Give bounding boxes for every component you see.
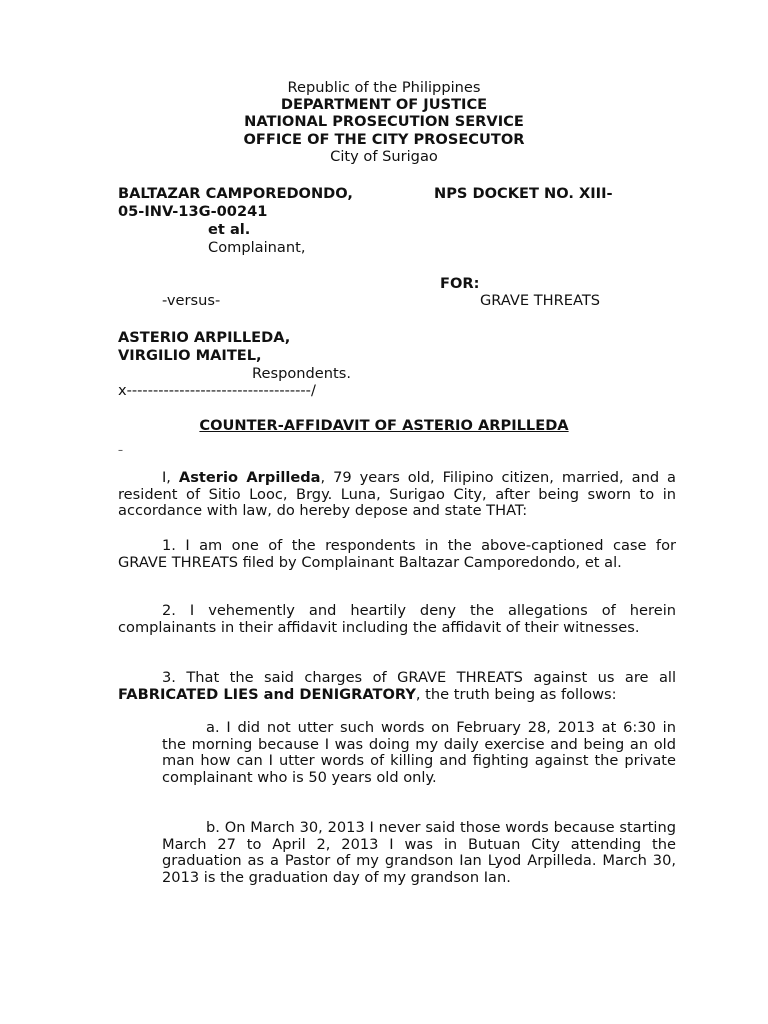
small-mark: – [118,445,123,456]
complainant-et-al: et al. [208,221,251,238]
header-service: NATIONAL PROSECUTION SERVICE [244,113,524,131]
intro-paragraph [118,470,676,520]
paragraph-3-lead: 3. That the said charges of GRAVE THREATS against us are all [162,669,676,686]
complainant-name: BALTAZAR CAMPOREDONDO, [118,185,353,202]
respondent-1: ASTERIO ARPILLEDA, [118,329,291,346]
paragraph-3 [118,670,676,703]
affiant-name: Asterio Arpilleda [178,469,321,486]
header-republic: Republic of the Philippines [287,79,481,96]
header-office: OFFICE OF THE CITY PROSECUTOR [243,130,525,148]
document-header [0,80,768,166]
paragraph-3-emphasis: FABRICATED LIES and DENIGRATORY [118,685,416,703]
intro-lead: I, [162,469,179,486]
docket-number: 05-INV-13G-00241 [118,203,268,220]
intro-text: , 79 years old, Filipino citizen, married, and a resident of Sitio Looc, Brgy. Luna, Surigao City, after being sworn to in accordance with law, do hereby depose and state THAT: [118,469,676,520]
paragraph-3-tail: , the truth being as follows: [415,685,617,703]
document-title: COUNTER-AFFIDAVIT OF ASTERIO ARPILLEDA [199,417,569,434]
paragraph-b: b. On March 30, 2013 I never said those words because starting March 27 to April 2, 2013 I was in Butuan City attending the graduation as a Pastor of my grandson Ian Lyod Arpilleda. March 30, 2013 is the graduation day of my grandson Ian. [162,819,676,886]
paragraph-1: 1. I am one of the respondents in the above-captioned case for GRAVE THREATS filed by Complainant Baltazar Camporedondo, et al. [118,537,676,571]
respondent-role: Respondents. [252,365,351,382]
header-city: City of Surigao [330,147,438,165]
docket-label: NPS DOCKET NO. XIII- [434,185,613,202]
caption-separator: x-----------------------------------/ [118,382,316,399]
charge-label: GRAVE THREATS [480,292,601,309]
versus-label: -versus- [162,292,221,309]
respondent-2: VIRGILIO MAITEL, [118,347,262,364]
header-department: DEPARTMENT OF JUSTICE [280,96,488,114]
paragraph-2: 2. I vehemently and heartily deny the allegations of herein complainants in their affidavit including the affidavit of their witnesses. [118,602,676,636]
for-label: FOR: [440,275,480,292]
complainant-role: Complainant, [208,239,306,256]
paragraph-a: a. I did not utter such words on February 28, 2013 at 6:30 in the morning because I was doing my daily exercise and being an old man how can I utter words of killing and fighting against the private complainant who is 50 years old only. [162,719,676,786]
